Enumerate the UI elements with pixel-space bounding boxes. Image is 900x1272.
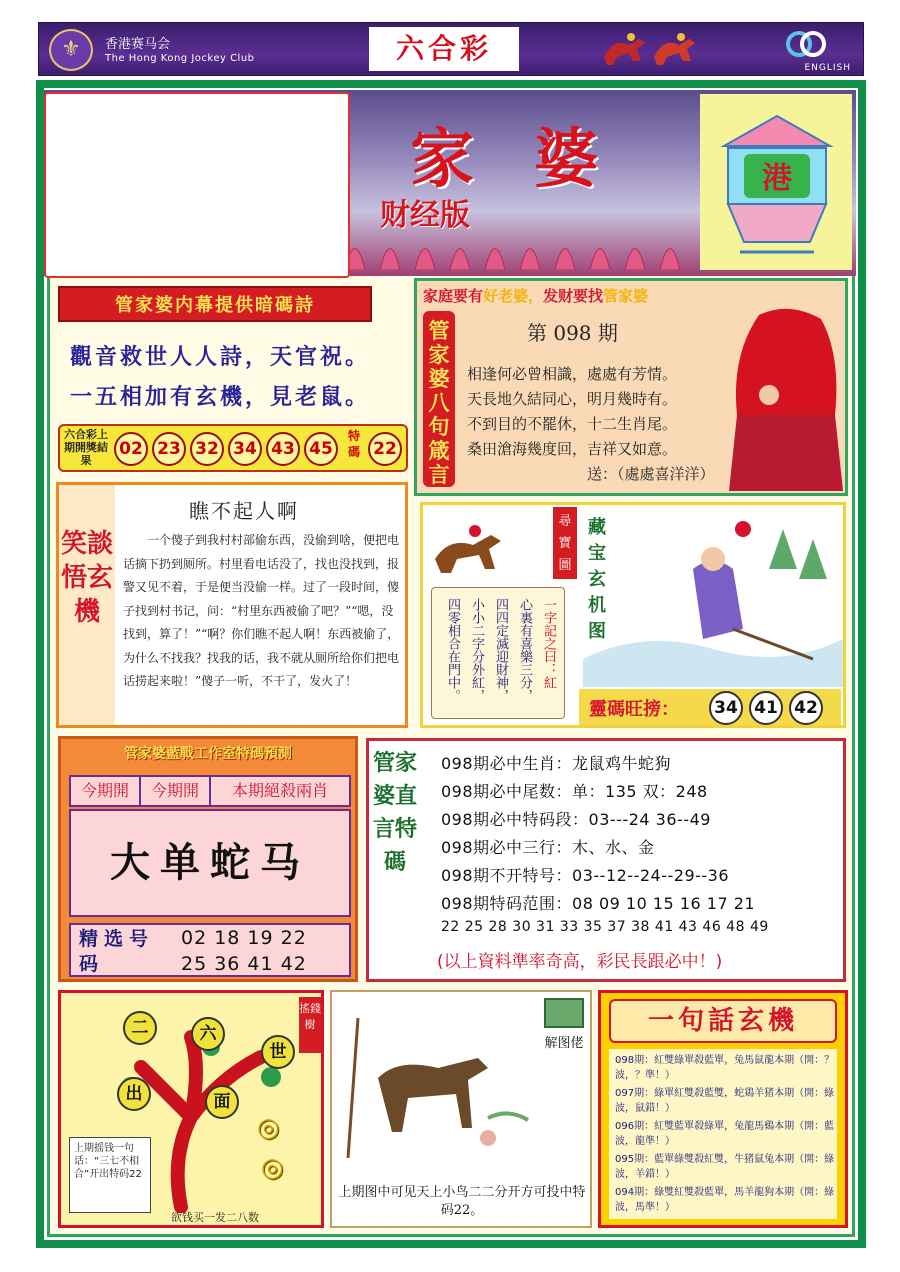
- treasure-art-image: [583, 509, 843, 687]
- picture-icon: [544, 998, 584, 1028]
- verse-line-2: 一五相加有玄機，見老鼠。: [70, 384, 371, 410]
- eight-line-poem-box: [414, 278, 848, 496]
- tree-caption: 欲钱买一发二八数: [171, 1211, 259, 1224]
- history-list: [609, 1049, 837, 1219]
- slogan-part: 发财要找: [543, 287, 604, 305]
- history-item: 094期：綠雙紅雙殺藍單，馬羊龍狗本期（開：綠波，馬準！）: [615, 1187, 835, 1213]
- issue-number: 第 098 期: [527, 321, 618, 345]
- tree-char: 面: [205, 1085, 239, 1119]
- result-ball: 45: [304, 432, 338, 466]
- result-ball: 34: [228, 432, 262, 466]
- poem-slogan: [423, 285, 648, 306]
- tree-note: 上期摇钱一句话：“三七不相合”开出特码22: [69, 1137, 151, 1213]
- header-bar: [38, 22, 864, 76]
- horse-painting-image: [338, 998, 538, 1168]
- lantern-icon: [710, 112, 844, 262]
- tip-line: 098期必中尾数：单：135 双：248: [441, 782, 708, 801]
- history-item: 098期：紅雙綠單殺藍單，兔馬鼠龍本期（開：？波，？準！）: [615, 1055, 835, 1081]
- verse-line-1: 觀音救世人人詩，天官祝。: [70, 344, 371, 370]
- selected-row: 02 18 19 22: [181, 927, 307, 949]
- prediction-main: 大单蛇马: [69, 809, 351, 917]
- tips-footer: (以上資料準率奇高，彩民長跟必中！): [437, 952, 723, 972]
- last-result-box: [58, 424, 408, 472]
- tip-line: 098期不开特号：03--12--24--29--36: [441, 866, 730, 885]
- history-item: 096期：紅雙藍單殺綠單，兔龍馬鷄本期（開：藍波，龍準！）: [615, 1121, 835, 1147]
- tip-line: 098期特码范围：08 09 10 15 16 17 21: [441, 894, 756, 913]
- one-sentence-title: 一句話玄機: [609, 999, 837, 1043]
- lucky-number: 41: [749, 691, 783, 725]
- picture-clue-box: [330, 990, 592, 1228]
- treasure-map-box: [420, 502, 846, 728]
- masthead-subtitle: 财经版: [380, 198, 470, 233]
- verse-title: 管家婆内幕提供暗碼詩: [58, 286, 372, 322]
- jockey-horse-image: [429, 519, 525, 579]
- poem-line: 桑田滄海幾度回，吉祥又如意。: [467, 440, 678, 458]
- tree-char: 六: [191, 1017, 225, 1051]
- mark-six-title[interactable]: 六合彩: [369, 27, 519, 71]
- slogan-part: 家庭要有: [423, 287, 484, 305]
- tip-line: 098期必中特码段：03---24 36--49: [441, 810, 711, 829]
- tip-line: 098期必中生肖：龙鼠鸡牛蛇狗: [441, 754, 672, 773]
- scroll-column: 小小二字分外紅，: [469, 598, 484, 702]
- last-result-label: 六合彩上期開獎結果: [64, 428, 108, 467]
- treasure-vertical-title: 藏宝玄机图: [588, 517, 606, 642]
- pred-head: 本期絕殺兩肖: [209, 775, 351, 807]
- tip-line: 22 25 28 30 31 33 35 37 38 41 43 46 48 49: [441, 919, 769, 935]
- poem-line: 天長地久結同心，明月幾時有。: [467, 390, 678, 408]
- coin-icon: ◎: [261, 1153, 284, 1183]
- lucky-numbers-label: 靈碼旺搒：: [589, 699, 679, 720]
- slogan-part: 好老婆，: [483, 287, 544, 305]
- treasure-label: 尋寶圖: [553, 507, 577, 579]
- direct-tips-box: [366, 738, 846, 982]
- joke-text: 一个傻子到我村村部偷东西，没偷到啥，便把电话摘下扔到厕所。村里看电话没了，找也没找到，报警又见不着，于是便当没偷一样。过了一段时间，傻子找到村书记，问：“村里东西被偷了吧？”“嗯，没找到，算了！”“啊？你们瞧不起人啊！东西被偷了，为什么不找我？找我的话，我不就从厕所给你们把电话捞起来啦！”傻子一听，不干了，发火了！: [123, 533, 400, 688]
- joke-vertical-title: 笑談悟玄機: [59, 485, 115, 725]
- club-name-en: The Hong Kong Jockey Club: [105, 53, 255, 64]
- lucky-number: 42: [789, 691, 823, 725]
- special-label: 特碼: [348, 429, 361, 459]
- english-link[interactable]: ENGLISH: [804, 63, 851, 73]
- prediction-title: 管家婆藍戰工作室特碼預測: [124, 746, 292, 762]
- result-ball: 02: [114, 432, 148, 466]
- tip-line: 098期必中三行：木、水、金: [441, 838, 655, 857]
- poem-line: 相逢何必曾相識，處處有芳情。: [467, 365, 678, 383]
- history-item: 095期：藍單綠雙殺紅雙，牛猪鼠兔本期（開：綠波，羊錯！）: [615, 1154, 835, 1180]
- result-ball: 32: [190, 432, 224, 466]
- riddle-scroll: [431, 587, 565, 719]
- club-name-cn: 香港赛马会: [105, 37, 171, 52]
- coin-icon: ◎: [257, 1113, 280, 1143]
- bride-image: [729, 305, 843, 491]
- prediction-box: [58, 736, 358, 982]
- joke-title: 瞧不起人啊: [189, 499, 299, 523]
- tree-char: 出: [117, 1077, 151, 1111]
- special-ball: 22: [368, 432, 402, 466]
- selected-row: 25 36 41 42: [181, 953, 307, 975]
- result-ball: 23: [152, 432, 186, 466]
- history-item: 097期：綠單紅雙殺藍雙，蛇鶏羊猪本期（開：綠波，鼠錯！）: [615, 1088, 835, 1114]
- picture-caption: 上期图中可见天上小鸟二二分开方可投中特码22。: [338, 1185, 586, 1218]
- direct-vertical-title: 管家婆直言特碼: [373, 750, 418, 875]
- money-tree-box: [58, 990, 324, 1228]
- poem-vertical-title: 管家婆八句箴言: [423, 311, 455, 487]
- poem-dedication: 送：（處處喜洋洋）: [587, 465, 715, 483]
- racehorses-image: [599, 27, 719, 71]
- hk-char: 港: [762, 161, 792, 196]
- scroll-column: 四四定滅迎財神，: [493, 598, 508, 702]
- picture-label: 解图佬: [544, 1036, 584, 1051]
- mark-six-logo-icon[interactable]: [779, 29, 833, 59]
- scroll-column: 心裏有喜樂三分，: [517, 598, 532, 702]
- selected-label: 精选号码: [79, 928, 155, 975]
- result-ball: 43: [266, 432, 300, 466]
- tree-char: 世: [261, 1035, 295, 1069]
- blank-panel: [44, 92, 350, 278]
- jockey-club-logo[interactable]: ⚜: [49, 29, 93, 71]
- money-tree-label: 搖錢樹: [299, 997, 321, 1053]
- slogan-part: 管家婆: [603, 287, 649, 305]
- lotus-decoration: [300, 222, 710, 270]
- pred-head: 今期開: [139, 775, 211, 807]
- scroll-column: 一字記之曰：紅: [541, 598, 556, 689]
- lucky-number: 34: [709, 691, 743, 725]
- one-sentence-box: [598, 990, 848, 1228]
- masthead-title: 家婆: [410, 122, 658, 197]
- lucky-numbers-bar: [579, 689, 841, 725]
- pred-head: 今期開: [69, 775, 141, 807]
- joke-box: [56, 482, 408, 728]
- selected-numbers: [69, 923, 351, 977]
- scroll-column: 四零相合在門中。: [445, 598, 460, 702]
- tree-char: 二: [123, 1011, 157, 1045]
- poem-line: 不到目的不罷休，十二生肖尾。: [467, 415, 678, 433]
